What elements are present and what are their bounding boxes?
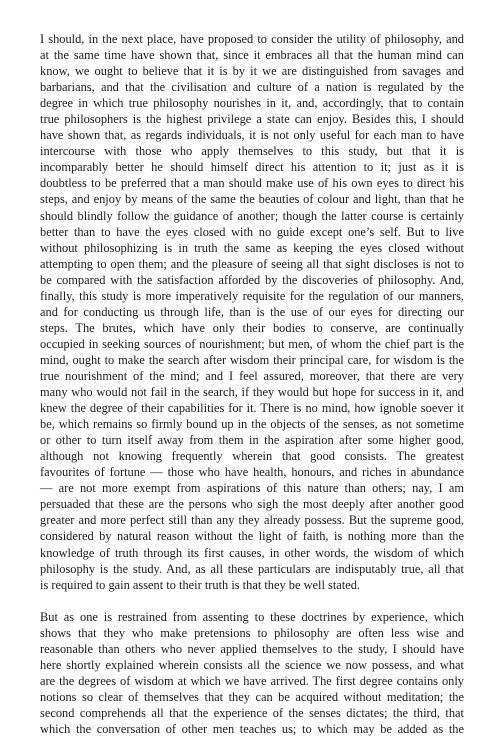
text-line: persuaded that these are the persons who sigh the most deeply after another good (40, 497, 464, 512)
text-line: doubtless to be preferred that a man should make use of his own eyes to direct his (40, 176, 464, 191)
text-line: I should, in the next place, have proposed to consider the utility of philosophy, and (40, 32, 464, 46)
text-line: steps. The brutes, which have only their bodies to conserve, are continually (40, 320, 464, 335)
text-line: have shown that, as regards individuals, it is not only useful for each man to have (40, 128, 464, 143)
text-line: barbarians, and that the civilisation and culture of a nation is regulated by the (40, 80, 464, 95)
text-line: philosophy is the study. And, as all these particulars are indisputably true, all that (40, 561, 464, 576)
text-line: should blindly follow the guidance of another; though the latter course is certainly (40, 208, 464, 223)
paragraph-spacer (40, 593, 464, 609)
text-line: better than to have the eyes closed with no guide except one’s self. But to live (40, 224, 464, 239)
text-line: favourites of fortune — those who have health, honours, and riches in abundance (40, 465, 464, 480)
text-line: occupied in seeking sources of nourishment; but men, of whom the chief part is the (40, 336, 464, 351)
text-line: shows that they who make pretensions to philosophy are often less wise and (40, 625, 464, 640)
text-line: is required to gain assent to their truth is that they be well stated. (40, 577, 361, 592)
text-line: which the conversation of other men teaches us; to which may be added as the (40, 721, 464, 736)
text-line: reasonable than others who never applied themselves to the study, I should have (40, 641, 464, 656)
text-line: finally, this study is more imperatively requisite for the regulation of our manners, (40, 288, 464, 303)
text-line: mind, ought to make the search after wisdom their principal care, for wisdom is the (40, 352, 464, 367)
text-line: steps, and enjoy by means of the same the beauties of colour and light, than that he (40, 192, 464, 207)
text-line: true nourishment of the mind; and I feel assured, moreover, that there are very (40, 368, 464, 383)
text-line: although not knowing frequently wherein that good consists. The greatest (40, 449, 464, 464)
text-line: intercourse with those who apply themselves to this study, but that it is (40, 144, 464, 159)
text-line: be compared with the satisfaction afforded by the discoveries of philosophy. And, (40, 272, 464, 287)
text-line: many who would not fail in the search, if they would but hope for success in it, and (40, 385, 464, 400)
text-line: incomparably better he should himself direct his attention to it; just as it is (40, 160, 464, 175)
text-line: degree in which true philosophy nourishes in it, and, accordingly, that to contain (40, 96, 464, 111)
text-line: considered by natural reason without the light of faith, is nothing more than the (40, 529, 464, 544)
text-line: at the same time have shown that, since it embraces all that the human mind can (40, 48, 464, 63)
paragraph-degrees-of-wisdom (40, 609, 464, 737)
text-line: true philosophers is the highest privilege a state can enjoy. Besides this, I should (40, 112, 464, 127)
text-line: without philosophizing is in truth the same as keeping the eyes closed without (40, 240, 464, 255)
text-line: are the degrees of wisdom at which we have arrived. The first degree contains only (40, 673, 464, 688)
text-line: notions so clear of themselves that they can be acquired without meditation; the (40, 689, 464, 704)
text-line: But as one is restrained from assenting to these doctrines by experience, which (40, 609, 464, 624)
text-line: and for conducting us through life, than is the use of our eyes for directing our (40, 304, 464, 319)
document-page (40, 31, 464, 737)
text-line: attempting to open them; and the pleasure of seeing all that sight discloses is not to (40, 256, 464, 271)
paragraph-utility-of-philosophy (40, 31, 464, 593)
text-line: second comprehends all that the experience of the senses dictates; the third, that (40, 705, 464, 720)
text-line: — are not more exempt from aspirations of this nature than others; nay, I am (40, 481, 464, 496)
text-line: knew the degree of their capabilities for it. There is no mind, how ignoble soever it (40, 401, 464, 416)
text-line: greater and more perfect still than any they already possess. But the supreme good, (40, 513, 464, 528)
text-line: know, we ought to believe that it is by it we are distinguished from savages and (40, 64, 464, 79)
text-line: or other to turn itself away from them in the aspiration after some higher good, (40, 433, 464, 448)
text-line: be, which remains so firmly bound up in the objects of the senses, as not sometime (40, 417, 464, 432)
text-line: here shortly explained wherein consists all the science we now possess, and what (40, 657, 464, 672)
text-line: knowledge of truth through its first causes, in other words, the wisdom of which (40, 545, 464, 560)
